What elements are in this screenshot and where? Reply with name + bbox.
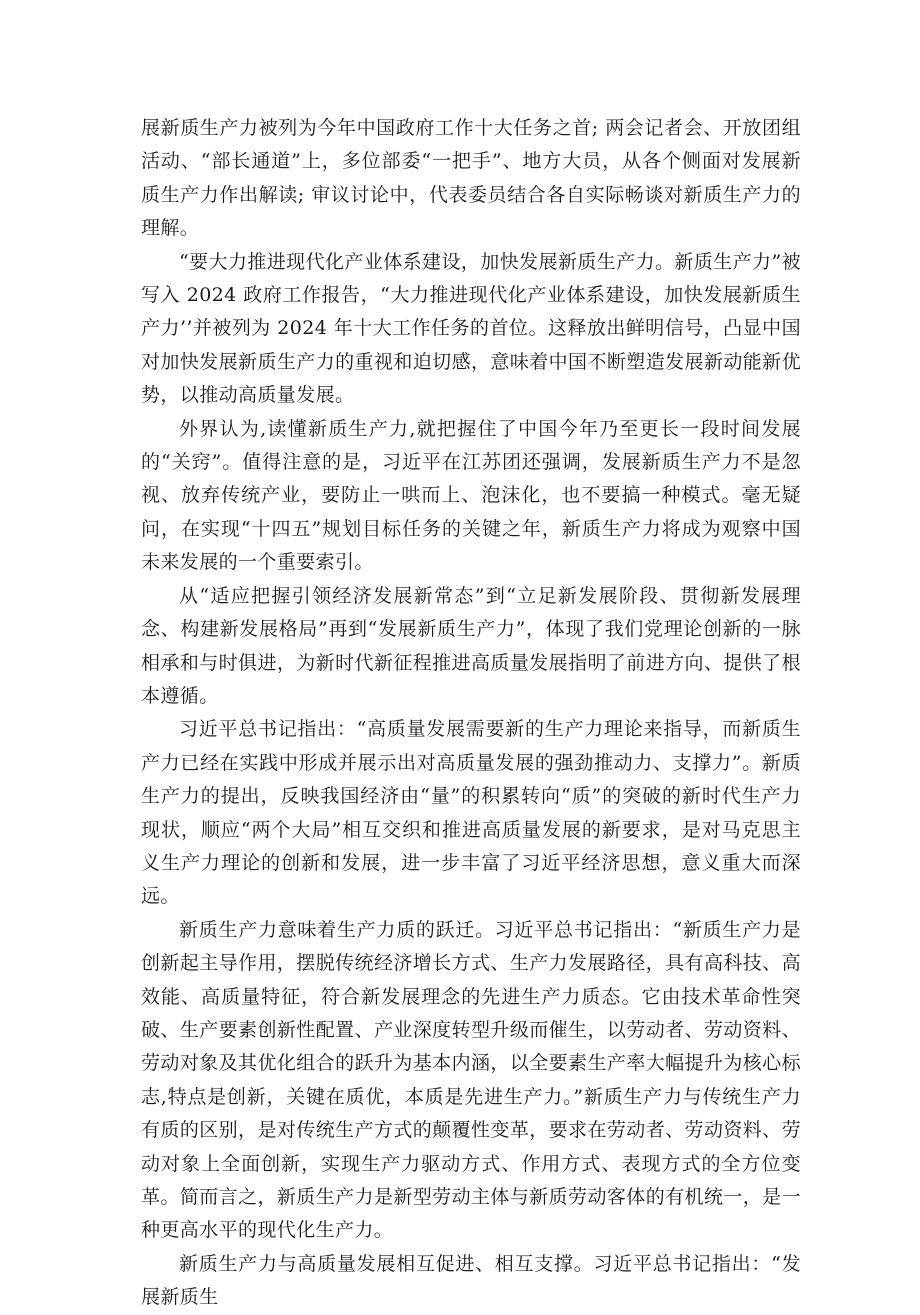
document-body — [141, 112, 801, 1315]
paragraph-2: “要大力推进现代化产业体系建设，加快发展新质生产力。新质生产力”被写入 2024 政府工作报告，“大力推进现代化产业体系建设，加快发展新质生产力’’并被列为 2024 年十大工作任务的首位。这释放出鲜明信号，凸显中国对加快发展新质生产力的重视和迫切感，意味着中国不断塑造发展新动能新优势，以推动高质量发展。 — [141, 250, 801, 407]
paragraph-7: 新质生产力与高质量发展相互促进、相互支撑。习近平总书记指出：“发展新质生 — [141, 1252, 801, 1309]
paragraph-4: 从“适应把握引领经济发展新常态”到“立足新发展阶段、贯彻新发展理念、构建新发展格局”再到“发展新质生产力”，体现了我们党理论创新的一脉相承和与时俱进，为新时代新征程推进高质量发展指明了前进方向、提供了根本遵循。 — [141, 584, 801, 707]
paragraph-3: 外界认为,读懂新质生产力,就把握住了中国今年乃至更长一段时间发展的“关窍”。值得注意的是，习近平在江苏团还强调，发展新质生产力不是忽视、放弃传统产业，要防止一哄而上、泡沫化，也不要搞一种模式。毫无疑问，在实现“十四五”规划目标任务的关键之年，新质生产力将成为观察中国未来发展的一个重要索引。 — [141, 417, 801, 574]
paragraph-6: 新质生产力意味着生产力质的跃迁。习近平总书记指出：“新质生产力是创新起主导作用，摆脱传统经济增长方式、生产力发展路径，具有高科技、高效能、高质量特征，符合新发展理念的先进生产力质态。它由技术革命性突破、生产要素创新性配置、产业深度转型升级而催生，以劳动者、劳动资料、劳动对象及其优化组合的跃升为基本内涵，以全要素生产率大幅提升为核心标志,特点是创新，关键在质优，本质是先进生产力。”新质生产力与传统生产力有质的区别，是对传统生产方式的颠覆性变革，要求在劳动者、劳动资料、劳动对象上全面创新，实现生产力驱动方式、作用方式、表现方式的全方位变革。简而言之，新质生产力是新型劳动主体与新质劳动客体的有机统一，是一种更高水平的现代化生产力。 — [141, 918, 801, 1242]
paragraph-1: 展新质生产力被列为今年中国政府工作十大任务之首; 两会记者会、开放团组活动、“部长通道”上，多位部委“一把手”、地方大员，从各个侧面对发展新质生产力作出解读; 审议讨论中，代表委员结合各自实际畅谈对新质生产力的理解。 — [141, 117, 801, 240]
paragraph-5: 习近平总书记指出：“高质量发展需要新的生产力理论来指导，而新质生产力已经在实践中形成并展示出对高质量发展的强劲推动力、支撑力”。新质生产力的提出，反映我国经济由“量”的积累转向“质”的突破的新时代生产力现状，顺应“两个大局”相互交织和推进高质量发展的新要求，是对马克思主义生产力理论的创新和发展，进一步丰富了习近平经济思想，意义重大而深远。 — [141, 718, 801, 908]
